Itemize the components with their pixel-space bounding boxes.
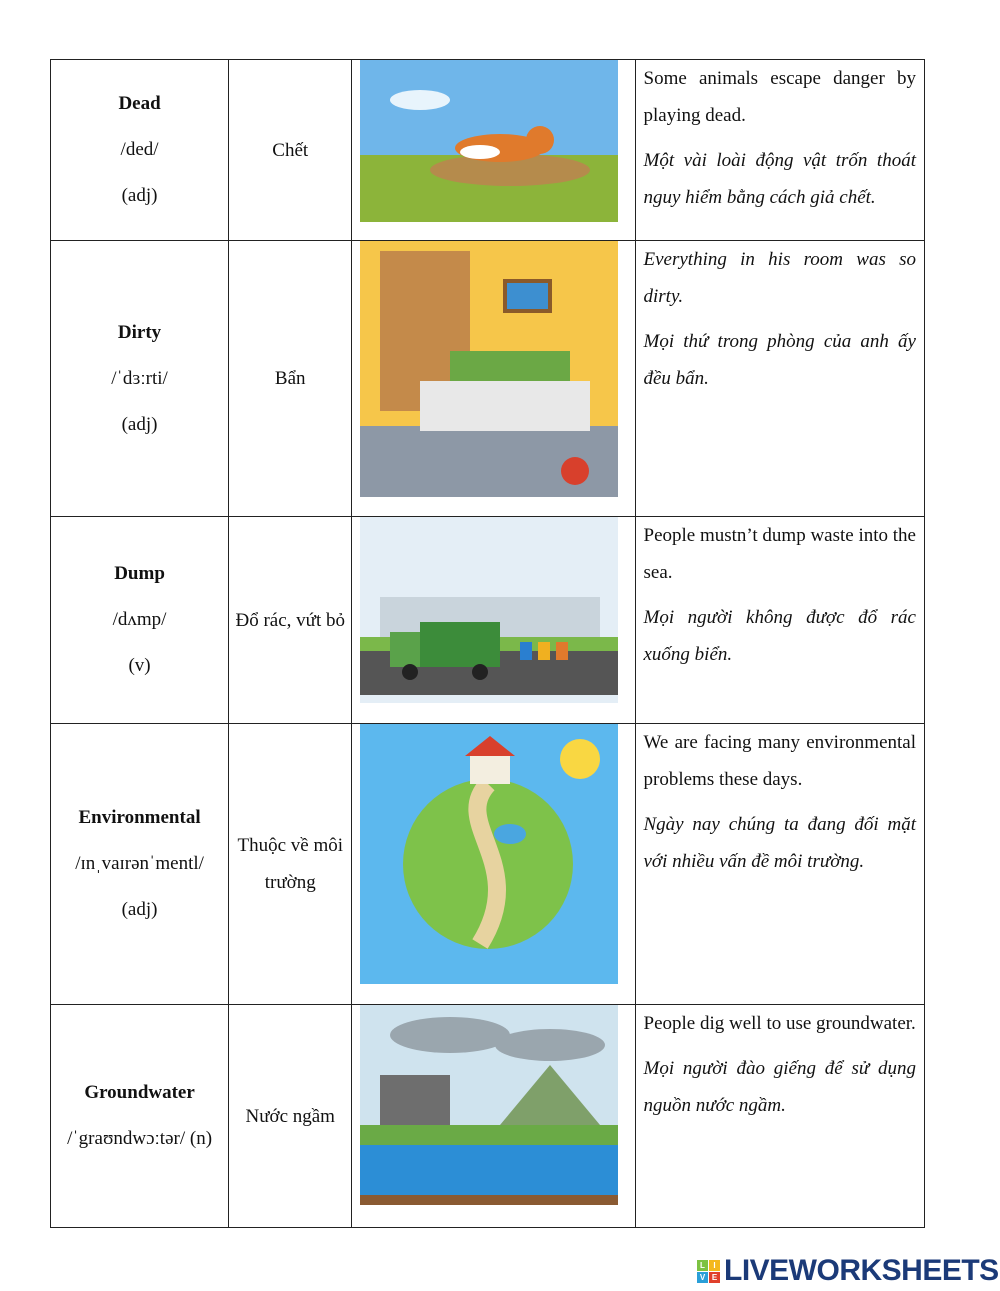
ipa: /ˈdɜːrti/ — [111, 367, 168, 389]
example-vietnamese: Ngày nay chúng ta đang đối mặt với nhiều vấn đề môi trường. — [643, 814, 916, 872]
ipa: /ɪnˌvaɪrənˈmentl/ — [75, 853, 204, 874]
ipa: /ded/ — [120, 139, 159, 160]
example-cell — [635, 60, 925, 241]
example-cell — [635, 517, 925, 724]
ipa: /ˈgraʊndwɔːtər/ (n) — [67, 1128, 213, 1149]
example-cell — [635, 724, 925, 1005]
logo-letter: L — [697, 1260, 708, 1271]
table-row — [51, 241, 925, 517]
logo-letter: V — [697, 1272, 708, 1283]
example-vietnamese: Một vài loài động vật trốn thoát nguy hiểm bằng cách giả chết. — [643, 150, 916, 208]
part-of-speech: (v) — [128, 655, 151, 676]
word-cell — [51, 517, 229, 724]
vocabulary-table — [50, 59, 925, 1228]
image-cell — [352, 724, 635, 1005]
example-english: Everything in his room was so dirty. — [643, 249, 916, 307]
meaning: Chết — [229, 60, 352, 241]
green-planet-image — [360, 724, 618, 984]
meaning: Thuộc về môi trường — [229, 724, 352, 1005]
logo-letter: E — [709, 1272, 720, 1283]
example-vietnamese: Mọi thứ trong phòng của anh ấy đều bẩn. — [643, 331, 916, 389]
image-cell — [352, 241, 635, 517]
word: Environmental — [78, 807, 201, 828]
word: Dirty — [117, 321, 162, 343]
example-english: Some animals escape danger by playing dead. — [643, 68, 916, 126]
logo-text: LIVEWORKSHEETS — [724, 1254, 999, 1287]
part-of-speech: (adj) — [121, 899, 158, 920]
garbage-truck-image — [360, 517, 618, 703]
part-of-speech: (adj) — [121, 185, 158, 206]
example-english: People dig well to use groundwater. — [643, 1013, 916, 1034]
table-row — [51, 1005, 925, 1228]
example-cell — [635, 241, 925, 517]
example-english: We are facing many environmental problems these days. — [643, 732, 916, 790]
word: Dead — [118, 93, 161, 114]
image-cell — [352, 60, 635, 241]
table-row — [51, 60, 925, 241]
word-cell — [51, 241, 229, 517]
image-cell — [352, 517, 635, 724]
meaning: Nước ngầm — [229, 1005, 352, 1228]
meaning: Đổ rác, vứt bỏ — [229, 517, 352, 724]
example-english: People mustn’t dump waste into the sea. — [643, 525, 916, 583]
word: Groundwater — [84, 1082, 195, 1103]
word: Dump — [114, 563, 165, 584]
example-vietnamese: Mọi người đào giếng để sử dụng nguồn nước ngầm. — [643, 1058, 916, 1116]
logo-letter: I — [709, 1260, 720, 1271]
word-cell — [51, 724, 229, 1005]
example-cell — [635, 1005, 925, 1228]
logo-icon — [697, 1260, 720, 1283]
water-cycle-image — [360, 1005, 618, 1205]
image-cell — [352, 1005, 635, 1228]
ipa: /dʌmp/ — [112, 609, 167, 630]
table-row — [51, 724, 925, 1005]
part-of-speech: (adj) — [121, 413, 158, 435]
word-cell — [51, 1005, 229, 1228]
word-cell — [51, 60, 229, 241]
table-row — [51, 517, 925, 724]
meaning: Bẩn — [229, 241, 352, 517]
messy-room-image — [360, 241, 618, 497]
fox-playing-dead-image — [360, 60, 618, 222]
example-vietnamese: Mọi người không được đổ rác xuống biển. — [643, 607, 916, 665]
liveworksheets-logo — [697, 1254, 999, 1288]
